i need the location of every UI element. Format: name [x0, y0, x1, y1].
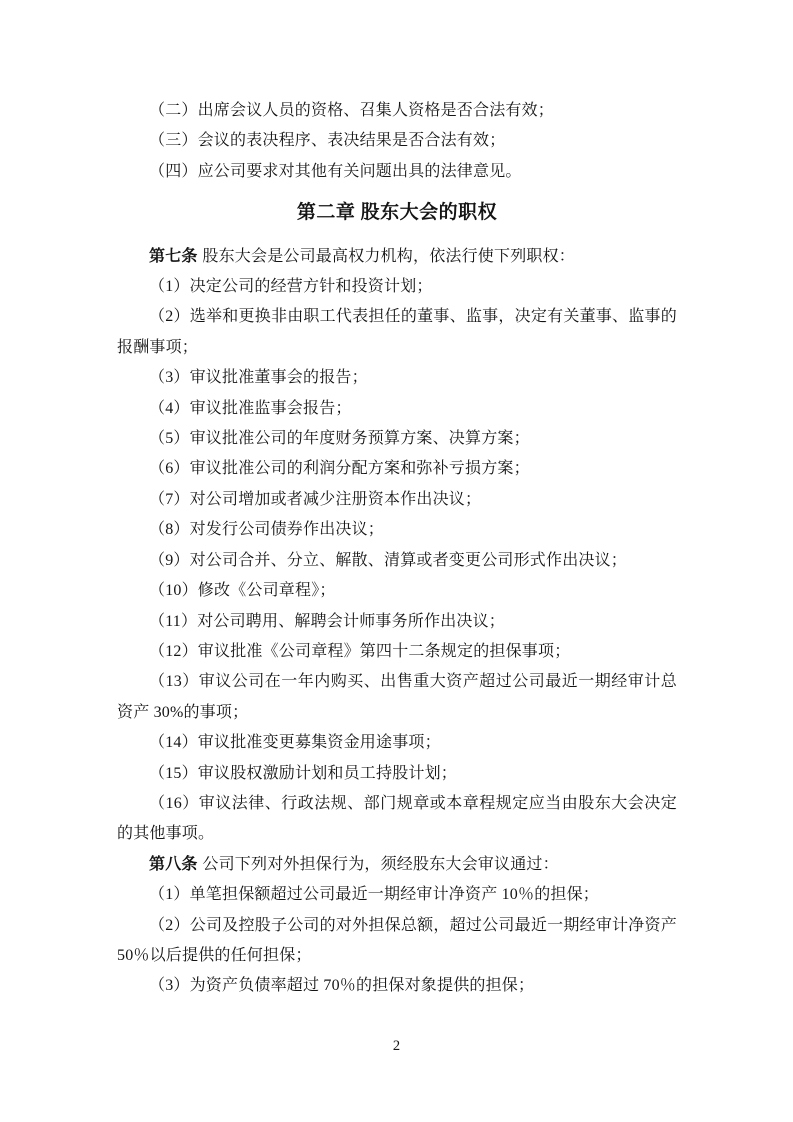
article-7-item: （6）审议批准公司的利润分配方案和弥补亏损方案；	[149, 460, 530, 478]
article-7-item: （4）审议批准监事会报告；	[149, 399, 352, 417]
article-7-item: （1）决定公司的经营方针和投资计划；	[149, 278, 433, 296]
article-8-item: （2）公司及控股子公司的对外担保总额，超过公司最近一期经审计净资产 50％以后提供的任何担保；	[117, 916, 677, 964]
article-7-label: 第七条	[149, 247, 198, 265]
article-7-intro-text: 股东大会是公司最高权力机构，依法行使下列职权：	[202, 247, 576, 265]
article-7-item: （2）选举和更换非由职工代表担任的董事、监事，决定有关董事、监事的报酬事项；	[117, 308, 677, 356]
article-7-item: （9）对公司合并、分立、解散、清算或者变更公司形式作出决议；	[149, 551, 628, 569]
review-item: （三）会议的表决程序、表决结果是否合法有效；	[149, 132, 506, 150]
article-7-intro	[117, 242, 677, 272]
article-7-item: （8）对发行公司债券作出决议；	[149, 521, 385, 539]
article-8-item: （3）为资产负债率超过 70％的担保对象提供的担保；	[149, 977, 535, 995]
review-item: （四）应公司要求对其他有关问题出具的法律意见。	[149, 162, 522, 180]
article-8-label: 第八条	[149, 855, 198, 873]
article-7-item: （11）对公司聘用、解聘会计师事务所作出决议；	[149, 612, 506, 630]
chapter-heading: 第二章 股东大会的职权	[296, 202, 498, 224]
article-7-item: （13）审议公司在一年内购买、出售重大资产超过公司最近一期经审计总资产 30%的事项；	[117, 673, 677, 721]
article-7-item: （10）修改《公司章程》；	[149, 582, 336, 600]
article-8-intro	[117, 850, 677, 880]
page-number: 2	[392, 1038, 401, 1054]
article-7-item: （16）审议法律、行政法规、部门规章或本章程规定应当由股东大会决定的其他事项。	[117, 794, 677, 843]
article-7-item: （15）审议股权激励计划和员工持股计划；	[149, 764, 458, 782]
article-7-item: （14）审议批准变更募集资金用途事项；	[149, 734, 441, 752]
article-8-item: （1）单笔担保额超过公司最近一期经审计净资产 10％的担保；	[149, 886, 600, 904]
review-item: （二）出席会议人员的资格、召集人资格是否合法有效；	[149, 102, 555, 119]
article-7-item: （5）审议批准公司的年度财务预算方案、决算方案；	[149, 430, 530, 448]
article-7-item: （7）对公司增加或者减少注册资本作出决议；	[149, 490, 482, 508]
article-7-item: （12）审议批准《公司章程》第四十二条规定的担保事项；	[149, 642, 571, 660]
article-8-intro-text: 公司下列对外担保行为，须经股东大会审议通过：	[202, 855, 559, 873]
document-body	[117, 96, 677, 1002]
article-7-item: （3）审议批准董事会的报告；	[149, 369, 368, 387]
